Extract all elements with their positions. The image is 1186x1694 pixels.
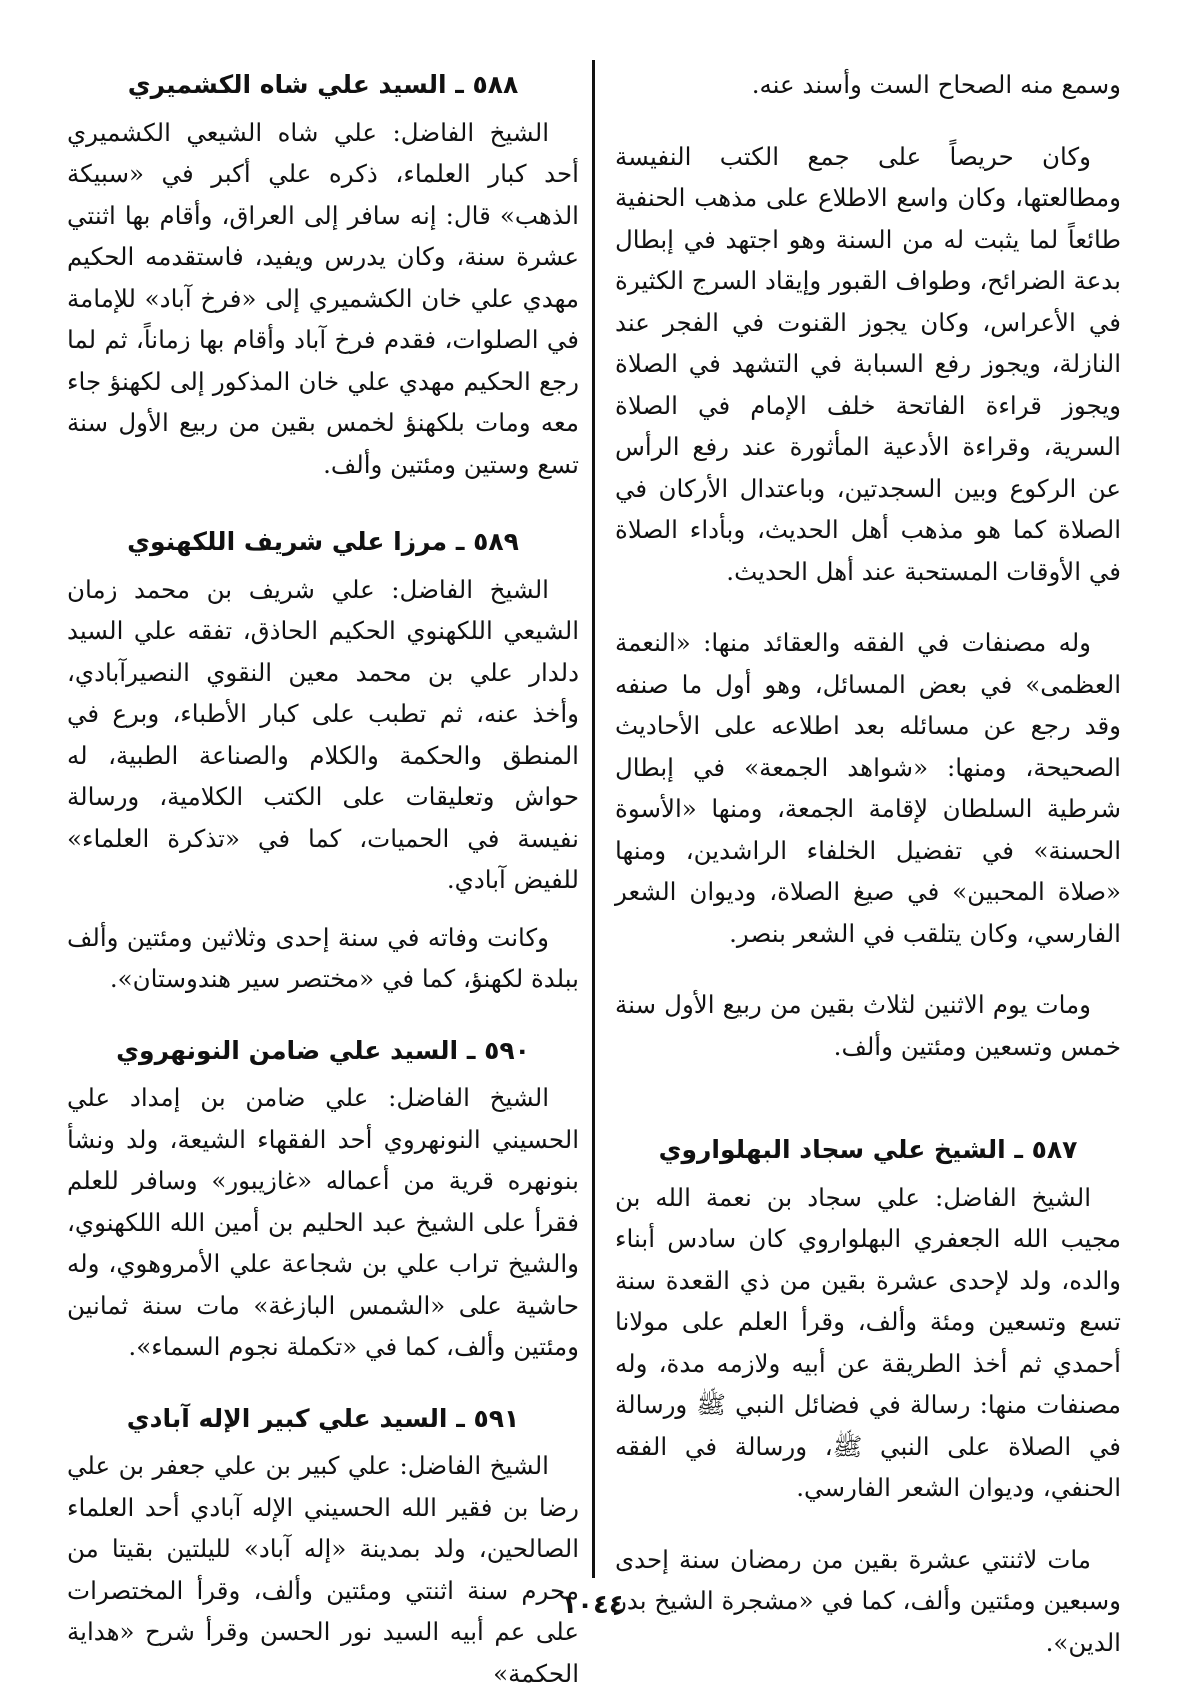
paragraph: الشيخ الفاضل: علي شريف بن محمد زمان الشيعي اللكهنوي الحكيم الحاذق، تفقه علي السيد دلدار علي بن محمد معين النقوي النصيرآبادي، وأخذ عنه، ثم تطبب على كبار الأطباء، وبرع في المنطق والحكمة والكلام والصناعة الطبية، له حواش وتعليقات على الكتب الكلامية، ورسالة نفيسة في الحميات، كما في «تذكرة العلماء» للفيض آبادي. [67,569,579,901]
entry-590 [67,1030,579,1368]
left-column [67,64,579,1579]
paragraph: ومات يوم الاثنين لثلاث بقين من ربيع الأول سنة خمس وتسعين ومئتين وألف. [615,984,1121,1067]
paragraph: وسمع منه الصحاح الست وأسند عنه. [615,64,1121,106]
paragraph: وكان حريصاً على جمع الكتب النفيسة ومطالعتها، وكان واسع الاطلاع على مذهب الحنفية طائعاً لما يثبت له من السنة وهو اجتهد في إبطال بدعة الضرائح، وطواف القبور وإيقاد السرج الكثيرة في الأعراس، وكان يجوز القنوت في الفجر عند النازلة، ويجوز رفع السبابة في التشهد في الصلاة ويجوز قراءة الفاتحة خلف الإمام في الصلاة السرية، وقراءة الأدعية المأثورة عند رفع الرأس عن الركوع وبين السجدتين، وباعتدال الأركان في الصلاة كما هو مذهب أهل الحديث، وبأداء الصلاة في الأوقات المستحبة عند أهل الحديث. [615,136,1121,593]
paragraph: مات لاثنتي عشرة بقين من رمضان سنة إحدى وسبعين ومئتين وألف، كما في «مشجرة الشيخ بدر الدين». [615,1539,1121,1664]
entry-587 [615,1129,1121,1663]
entry-591 [67,1398,579,1694]
paragraph: الشيخ الفاضل: علي شاه الشيعي الكشميري أحد كبار العلماء، ذكره علي أكبر في «سبيكة الذهب» قال: إنه سافر إلى العراق، وأقام بها اثنتي عشرة سنة، وكان يدرس ويفيد، فاستقدمه الحكيم مهدي علي خان الكشميري إلى «فرخ آباد» للإمامة في الصلوات، فقدم فرخ آباد وأقام بها زماناً، ثم لما رجع الحكيم مهدي علي خان المذكور إلى لكهنؤ جاء معه ومات بلكهنؤ لخمس بقين من ربيع الأول سنة تسع وستين ومئتين وألف. [67,112,579,486]
entry-588 [67,64,579,485]
page-number: ١٠٤٤ [0,1590,1186,1620]
column-divider [592,60,595,1578]
entry-heading: ٥٨٩ ـ مرزا علي شريف اللكهنوي [67,521,579,563]
paragraph: الشيخ الفاضل: علي ضامن بن إمداد علي الحسيني النونهروي أحد الفقهاء الشيعة، ولد ونشأ بنونهره قرية من أعماله «غازيبور» وسافر للعلم فقرأ على الشيخ عبد الحليم بن أمين الله اللكهنوي، والشيخ تراب علي بن شجاعة علي الأمروهوي، وله حاشية على «الشمس البازغة» مات سنة ثمانين ومئتين وألف، كما في «تكملة نجوم السماء». [67,1077,579,1368]
entry-heading: ٥٨٧ ـ الشيخ علي سجاد البهلواروي [615,1129,1121,1171]
paragraph: الشيخ الفاضل: علي سجاد بن نعمة الله بن مجيب الله الجعفري البهلواروي كان سادس أبناء والده، ولد لإحدى عشرة بقين من ذي القعدة سنة تسع وتسعين ومئة وألف، وقرأ العلم على مولانا أحمدي ثم أخذ الطريقة عن أبيه ولازمه مدة، وله مصنفات منها: رسالة في فضائل النبي ﷺ ورسالة في الصلاة على النبي ﷺ، ورسالة في الفقه الحنفي، وديوان الشعر الفارسي. [615,1177,1121,1509]
right-column [615,64,1121,1579]
entry-589 [67,521,579,1000]
entry-heading: ٥٩١ ـ السيد علي كبير الإله آبادي [67,1398,579,1440]
entry-heading: ٥٨٨ ـ السيد علي شاه الكشميري [67,64,579,106]
entry-heading: ٥٩٠ ـ السيد علي ضامن النونهروي [67,1030,579,1072]
paragraph: الشيخ الفاضل: علي كبير بن علي جعفر بن علي رضا بن فقير الله الحسيني الإله آبادي أحد العلماء الصالحين، ولد بمدينة «إله آباد» لليلتين بقيتا من محرم سنة اثنتي ومئتين وألف، وقرأ المختصرات على عم أبيه السيد نور الحسن وقرأ شرح «هداية الحكمة» [67,1445,579,1694]
paragraph: وكانت وفاته في سنة إحدى وثلاثين ومئتين وألف ببلدة لكهنؤ، كما في «مختصر سير هندوستان». [67,917,579,1000]
paragraph: وله مصنفات في الفقه والعقائد منها: «النعمة العظمى» في بعض المسائل، وهو أول ما صنفه وقد رجع عن مسائله بعد اطلاعه على الأحاديث الصحيحة، ومنها: «شواهد الجمعة» في إبطال شرطية السلطان لإقامة الجمعة، ومنها «الأسوة الحسنة» في تفضيل الخلفاء الراشدين، ومنها «صلاة المحبين» في صيغ الصلاة، وديوان الشعر الفارسي، وكان يتلقب في الشعر بنصر. [615,622,1121,954]
